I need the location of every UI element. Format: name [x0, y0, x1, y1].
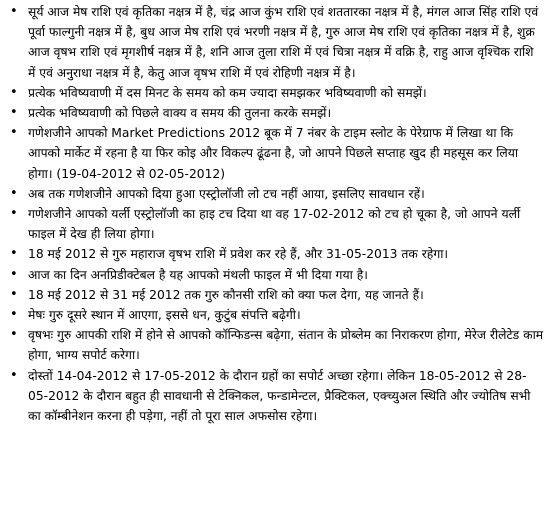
- bullet-icon: •: [10, 105, 18, 121]
- list-item-text: अब तक गणेशजीने आपको दिया हुआ एस्ट्रोलॉजी लो टच नहीं आया, इसलिए सावधान रहें।: [28, 186, 425, 201]
- list-item: [6, 83, 544, 103]
- list-item-text: 18 मई 2012 से गुरु महाराज वृषभ राशि में प्रवेश कर रहे हैं, और 31-05-2013 तक रहेगा।: [28, 247, 449, 262]
- list-item: [6, 103, 544, 123]
- bullet-icon: •: [10, 266, 18, 282]
- bullet-icon: •: [10, 246, 18, 262]
- list-item: [6, 184, 544, 204]
- list-item: [6, 265, 544, 285]
- bullet-icon: •: [10, 307, 18, 323]
- bullet-icon: •: [10, 367, 18, 383]
- list-item-text: 18 मई 2012 से 31 मई 2012 तक गुरु कौनसी राशि को क्या फल देगा, यह जानते हैं।: [28, 287, 424, 302]
- list-item-text: वृषभः गुरु आपकी राशि में होने से आपको कॉन्फिडन्स बढ़ेगा, संतान के प्रोब्लेम का निराकरण होगा, मेरेज रीलेटेड काम होगा, भाग्य सपोर्ट करेगा।: [28, 328, 544, 363]
- bullet-icon: •: [10, 286, 18, 302]
- list-item: [6, 366, 544, 427]
- bullet-icon: •: [10, 84, 18, 100]
- list-item-text: मेषः गुरु दूसरे स्थान में आएगा, इससे धन, कुटुंब संपत्ति बढ़ेगी।: [28, 308, 301, 323]
- list-item: [6, 244, 544, 264]
- bullet-icon: •: [10, 185, 18, 201]
- list-item-text: गणेशजीने आपको Market Predictions 2012 बूक में 7 नंबर के टाइम स्लोट के पेरेग्राफ में लिखा था कि आपको मार्केट में रहना है या फिर कोइ और विकल्प ढूंढना है, जो आपने पिछले सप्ताह खुद ही महसूस कर लिया होगा। (19-04-2012 से 02-05-2012): [28, 126, 519, 181]
- list-item-text: गणेशजीने आपको यर्ली एस्ट्रोलॉजी का हाइ टच दिया था वह 17-02-2012 को टच हो चूका है, जो आपने यर्ली फाइल में देख ही लिया होगा।: [28, 207, 521, 242]
- list-item: [6, 123, 544, 184]
- list-item: [6, 204, 544, 244]
- list-item: [6, 2, 544, 83]
- list-item-text: प्रत्येक भविष्यवाणी को पिछले वाक्य व समय की तुलना करके समझें।: [28, 106, 332, 121]
- list-item: [6, 305, 544, 325]
- list-item: [6, 325, 544, 365]
- bullet-icon: •: [10, 4, 18, 19]
- list-item-text: सूर्य आज मेष राशि एवं कृतिका नक्षत्र में है, चंद्र आज कुंभ राशि एवं शततारका नक्षत्र में है, मंगल आज सिंह राशि एवं पूर्वा फाल्गुनी नक्षत्र में है, बुध आज मेष राशि एवं भरणी नक्षत्र में है, गुरु आज मेष राशि एवं कृतिका नक्षत्र में है, शुक्र आज वृषभ राशि एवं मृगशीर्ष नक्षत्र में है, शनि आज तुला राशि में एवं चित्रा नक्षत्र में वक्रि है, राहु आज वृश्चिक राशि में एवं अनुराधा नक्षत्र में है, केतु आज वृषभ राशि में एवं रोहिणी नक्षत्र में है।: [28, 5, 539, 80]
- list-item-text: आज का दिन अनप्रिडीक्टेबल है यह आपको मंथली फाइल में भी दिया गया है।: [28, 267, 368, 282]
- list-item-text: प्रत्येक भविष्यवाणी में दस मिनट के समय को कम ज्यादा समझकर भविष्यवाणी को समझें।: [28, 85, 427, 100]
- list-item: [6, 285, 544, 305]
- bullet-icon: •: [10, 125, 18, 141]
- list-item-text: दोस्तों 14-04-2012 से 17-05-2012 के दौरान ग्रहों का सपोर्ट अच्छा रहेगा। लेकिन 18-05-2012 से 28-05-2012 के दौरान बहुत ही सावधानी से टेक्निकल, फन्डामेन्टल, प्रैक्टिकल, एक्च्युअल स्थिति और ज्योतिष सभी का कॉम्बीनेशन करना ही पड़ेगा, नहीं तो पूरा साल अफसोस रहेगा।: [28, 368, 531, 424]
- bullet-icon: •: [10, 206, 18, 222]
- bullet-icon: •: [10, 327, 18, 343]
